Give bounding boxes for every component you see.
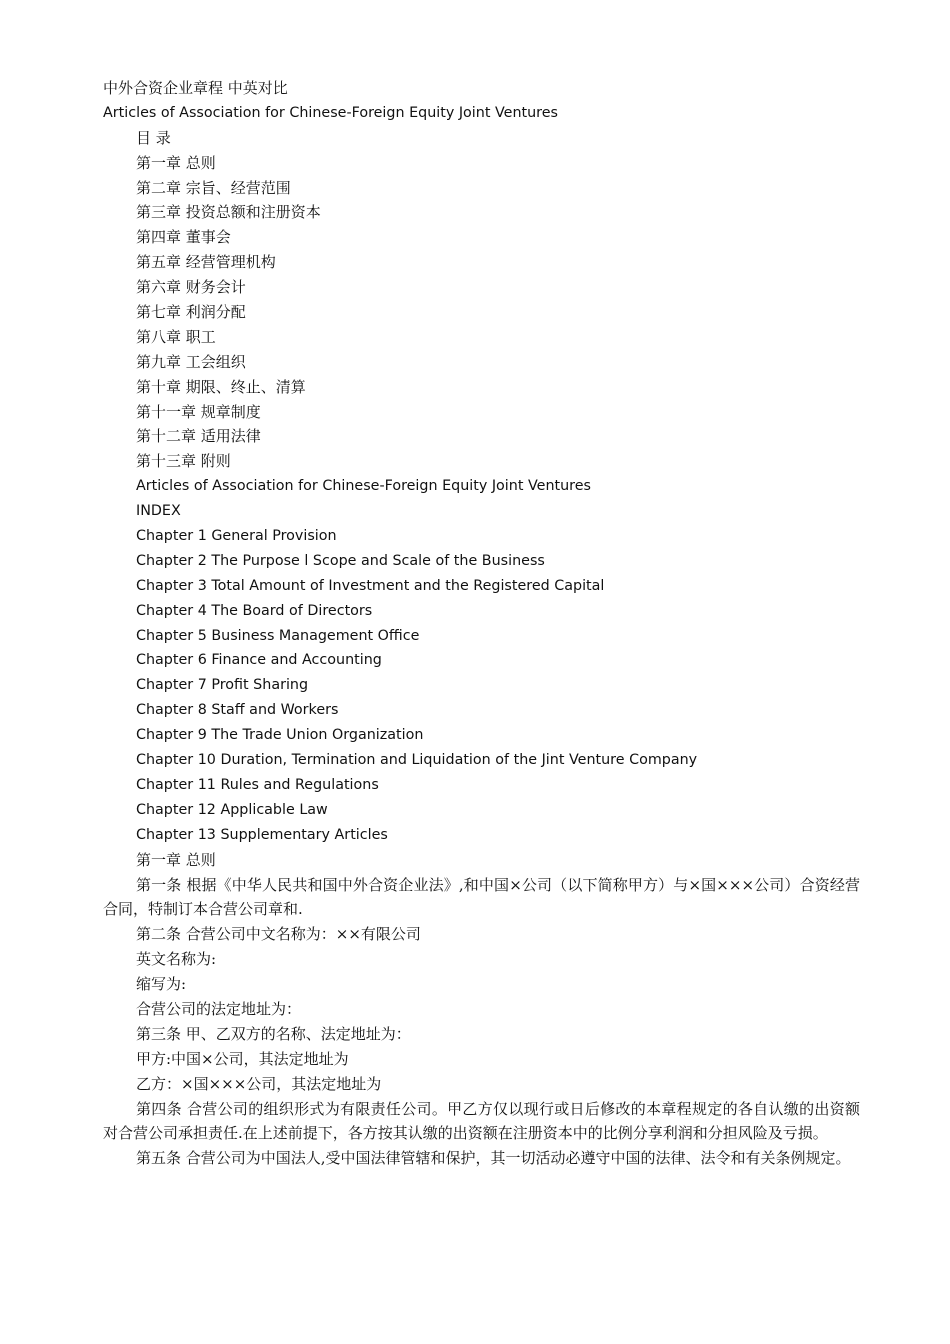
toc-en-item: Chapter 13 Supplementary Articles xyxy=(136,826,388,843)
toc-en-item: Chapter 11 Rules and Regulations xyxy=(136,776,379,793)
toc-cn-item: 第九章 工会组织 xyxy=(136,352,246,371)
toc-cn-item: 第四章 董事会 xyxy=(136,228,231,247)
toc-en-item: Chapter 4 The Board of Directors xyxy=(136,602,373,619)
toc-cn-item: 第五章 经营管理机构 xyxy=(136,253,276,272)
toc-cn-item: 第十一章 规章制度 xyxy=(136,402,261,421)
toc-cn-item: 第十章 期限、终止、清算 xyxy=(136,377,306,396)
chapter1-heading: 第一章 总则 xyxy=(136,850,216,869)
toc-en-item: Chapter 7 Profit Sharing xyxy=(136,677,309,694)
toc-en-item: Chapter 1 General Provision xyxy=(136,528,337,545)
party-b-line: 乙方：×国×××公司，其法定地址为 xyxy=(136,1074,382,1093)
toc-en-item: Chapter 9 The Trade Union Organization xyxy=(136,727,424,744)
toc-en-title: Articles of Association for Chinese-Foreign Equity Joint Ventures xyxy=(136,478,591,495)
doc-title-en: Articles of Association for Chinese-Foreign Equity Joint Ventures xyxy=(103,104,558,121)
toc-cn-item: 第八章 职工 xyxy=(136,327,216,346)
article-2: 第二条 合营公司中文名称为：××有限公司 xyxy=(136,925,421,944)
toc-cn-item: 第十二章 适用法律 xyxy=(136,427,261,446)
toc-en-item: Chapter 10 Duration, Termination and Liquidation of the Jint Venture Company xyxy=(136,752,698,769)
article-5: 第五条 合营公司为中国法人,受中国法律管辖和保护，其一切活动必遵守中国的法律、法令和有关条例规定。 xyxy=(136,1149,851,1168)
toc-en-item: Chapter 12 Applicable Law xyxy=(136,801,328,818)
toc-en-item: Chapter 5 Business Management Office xyxy=(136,627,420,644)
article-1: 第一条 根据《中华人民共和国中外合资企业法》,和中国×公司（以下简称甲方）与×国×××公司）合资经营合同，特制订本合营公司章和. xyxy=(103,875,860,919)
toc-cn-item: 第三章 投资总额和注册资本 xyxy=(136,203,321,222)
toc-cn-item: 第十三章 附则 xyxy=(136,452,231,471)
toc-cn-item: 第七章 利润分配 xyxy=(136,303,246,322)
toc-cn-heading: 目 录 xyxy=(136,128,171,147)
abbreviation-line: 缩写为: xyxy=(136,975,187,994)
english-name-line: 英文名称为: xyxy=(136,950,217,969)
legal-address-line: 合营公司的法定地址为： xyxy=(136,999,302,1018)
toc-en-item: Chapter 2 The Purpose l Scope and Scale of the Business xyxy=(136,552,545,569)
article-4: 第四条 合营公司的组织形式为有限责任公司。甲乙方仅以现行或日后修改的本章程规定的各自认缴的出资额对合营公司承担责任.在上述前提下，各方按其认缴的出资额在注册资本中的比例分享利润和分担风险及亏损。 xyxy=(103,1099,860,1143)
toc-cn-item: 第六章 财务会计 xyxy=(136,278,246,297)
toc-en-heading: INDEX xyxy=(136,503,181,520)
doc-title-cn: 中外合资企业章程 中英对比 xyxy=(103,79,288,97)
toc-cn-item: 第二章 宗旨、经营范围 xyxy=(136,178,291,197)
document-body xyxy=(103,76,860,1171)
party-a-line: 甲方:中国×公司，其法定地址为 xyxy=(136,1049,349,1068)
toc-en-item: Chapter 6 Finance and Accounting xyxy=(136,652,382,669)
toc-en-item: Chapter 3 Total Amount of Investment and the Registered Capital xyxy=(136,577,605,594)
toc-en-item: Chapter 8 Staff and Workers xyxy=(136,702,339,719)
toc-cn-item: 第一章 总则 xyxy=(136,153,216,172)
article-3: 第三条 甲、乙双方的名称、法定地址为： xyxy=(136,1024,411,1043)
